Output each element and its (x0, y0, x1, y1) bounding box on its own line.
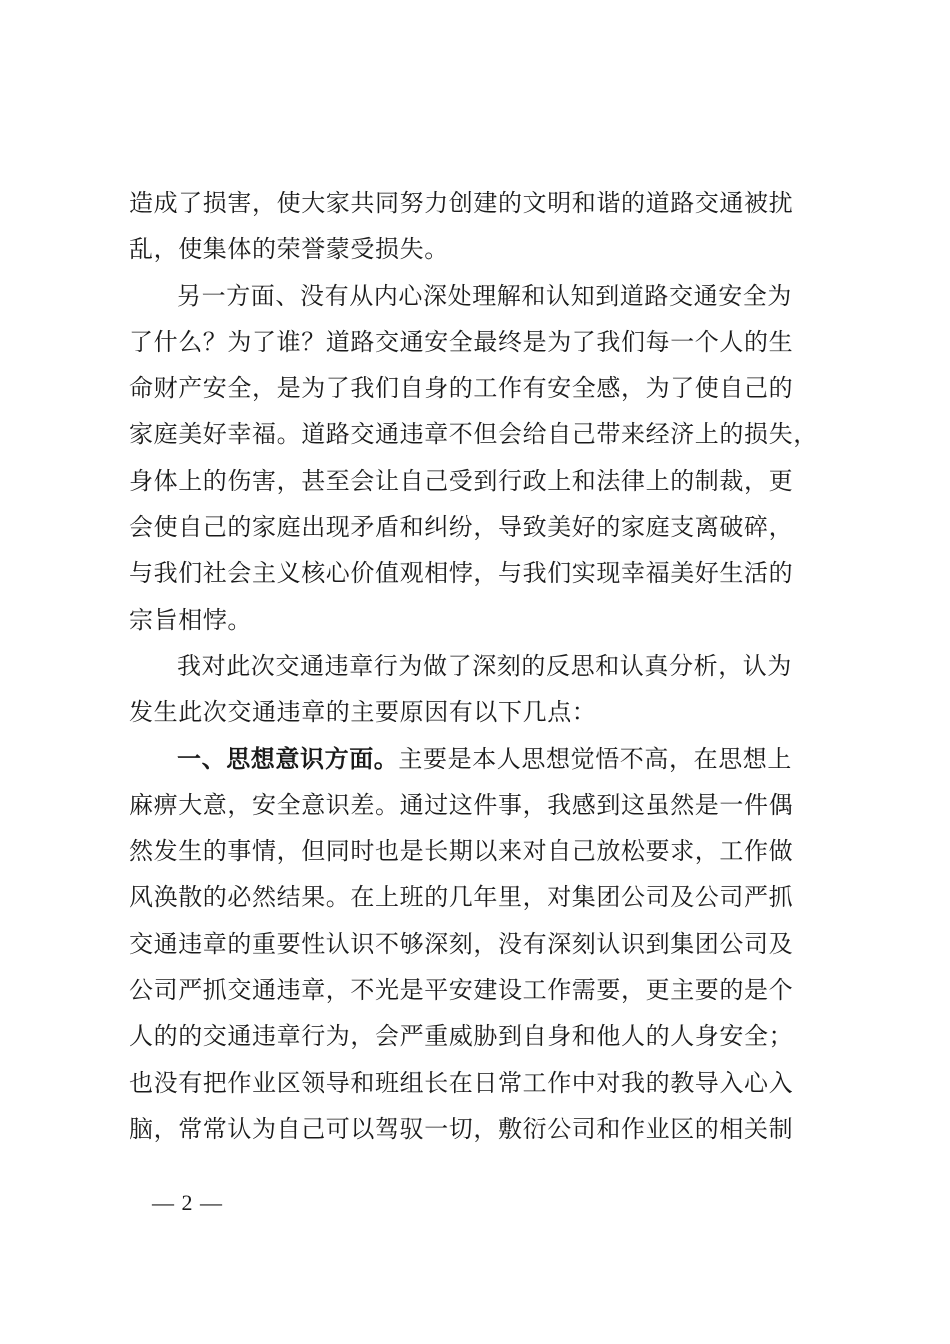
text-line: 然发生的事情，但同时也是长期以来对自己放松要求，工作做 (129, 837, 794, 866)
text-line: 家庭美好幸福。道路交通违章不但会给自己带来经济上的损失， (129, 420, 818, 449)
text-line: 身体上的伤害，甚至会让自己受到行政上和法律上的制裁，更 (129, 466, 794, 495)
page-number: — 2 — (152, 1190, 223, 1215)
text-line: 人的的交通违章行为，会严重威胁到自身和他人的人身安全； (129, 1022, 794, 1051)
text-line: 我对此次交通违章行为做了深刻的反思和认真分析，认为 (177, 651, 792, 680)
text-line: 会使自己的家庭出现矛盾和纠纷，导致美好的家庭支离破碎， (129, 513, 794, 542)
section-one-first-line (129, 736, 819, 782)
section-one-text: 主要是本人思想觉悟不高，在思想上 (398, 744, 793, 773)
text-line: 发生此次交通违章的主要原因有以下几点： (129, 698, 597, 727)
text-line: 脑，常常认为自己可以驾驭一切，敷衍公司和作业区的相关制 (129, 1114, 794, 1143)
text-line: 另一方面、没有从内心深处理解和认知到道路交通安全为 (177, 281, 792, 310)
text-line: 命财产安全，是为了我们自身的工作有安全感，为了使自己的 (129, 374, 794, 403)
text-line: 麻痹大意，安全意识差。通过这件事，我感到这虽然是一件偶 (129, 790, 794, 819)
text-line: 风涣散的必然结果。在上班的几年里，对集团公司及公司严抓 (129, 883, 794, 912)
text-line: 交通违章的重要性认识不够深刻，没有深刻认识到集团公司及 (129, 929, 794, 958)
text-line: 公司严抓交通违章，不光是平安建设工作需要，更主要的是个 (129, 976, 794, 1005)
document-body (129, 180, 819, 1152)
text-line: 乱，使集体的荣誉蒙受损失。 (129, 235, 449, 264)
text-line: 造成了损害，使大家共同努力创建的文明和谐的道路交通被扰 (129, 189, 794, 217)
section-one-heading: 一、思想意识方面。 (177, 744, 399, 773)
text-line: 了什么？为了谁？道路交通安全最终是为了我们每一个人的生 (129, 327, 794, 356)
text-line: 宗旨相悖。 (129, 605, 252, 634)
text-line: 也没有把作业区领导和班组长在日常工作中对我的教导入心入 (129, 1068, 794, 1097)
text-line: 与我们社会主义核心价值观相悖，与我们实现幸福美好生活的 (129, 559, 794, 588)
